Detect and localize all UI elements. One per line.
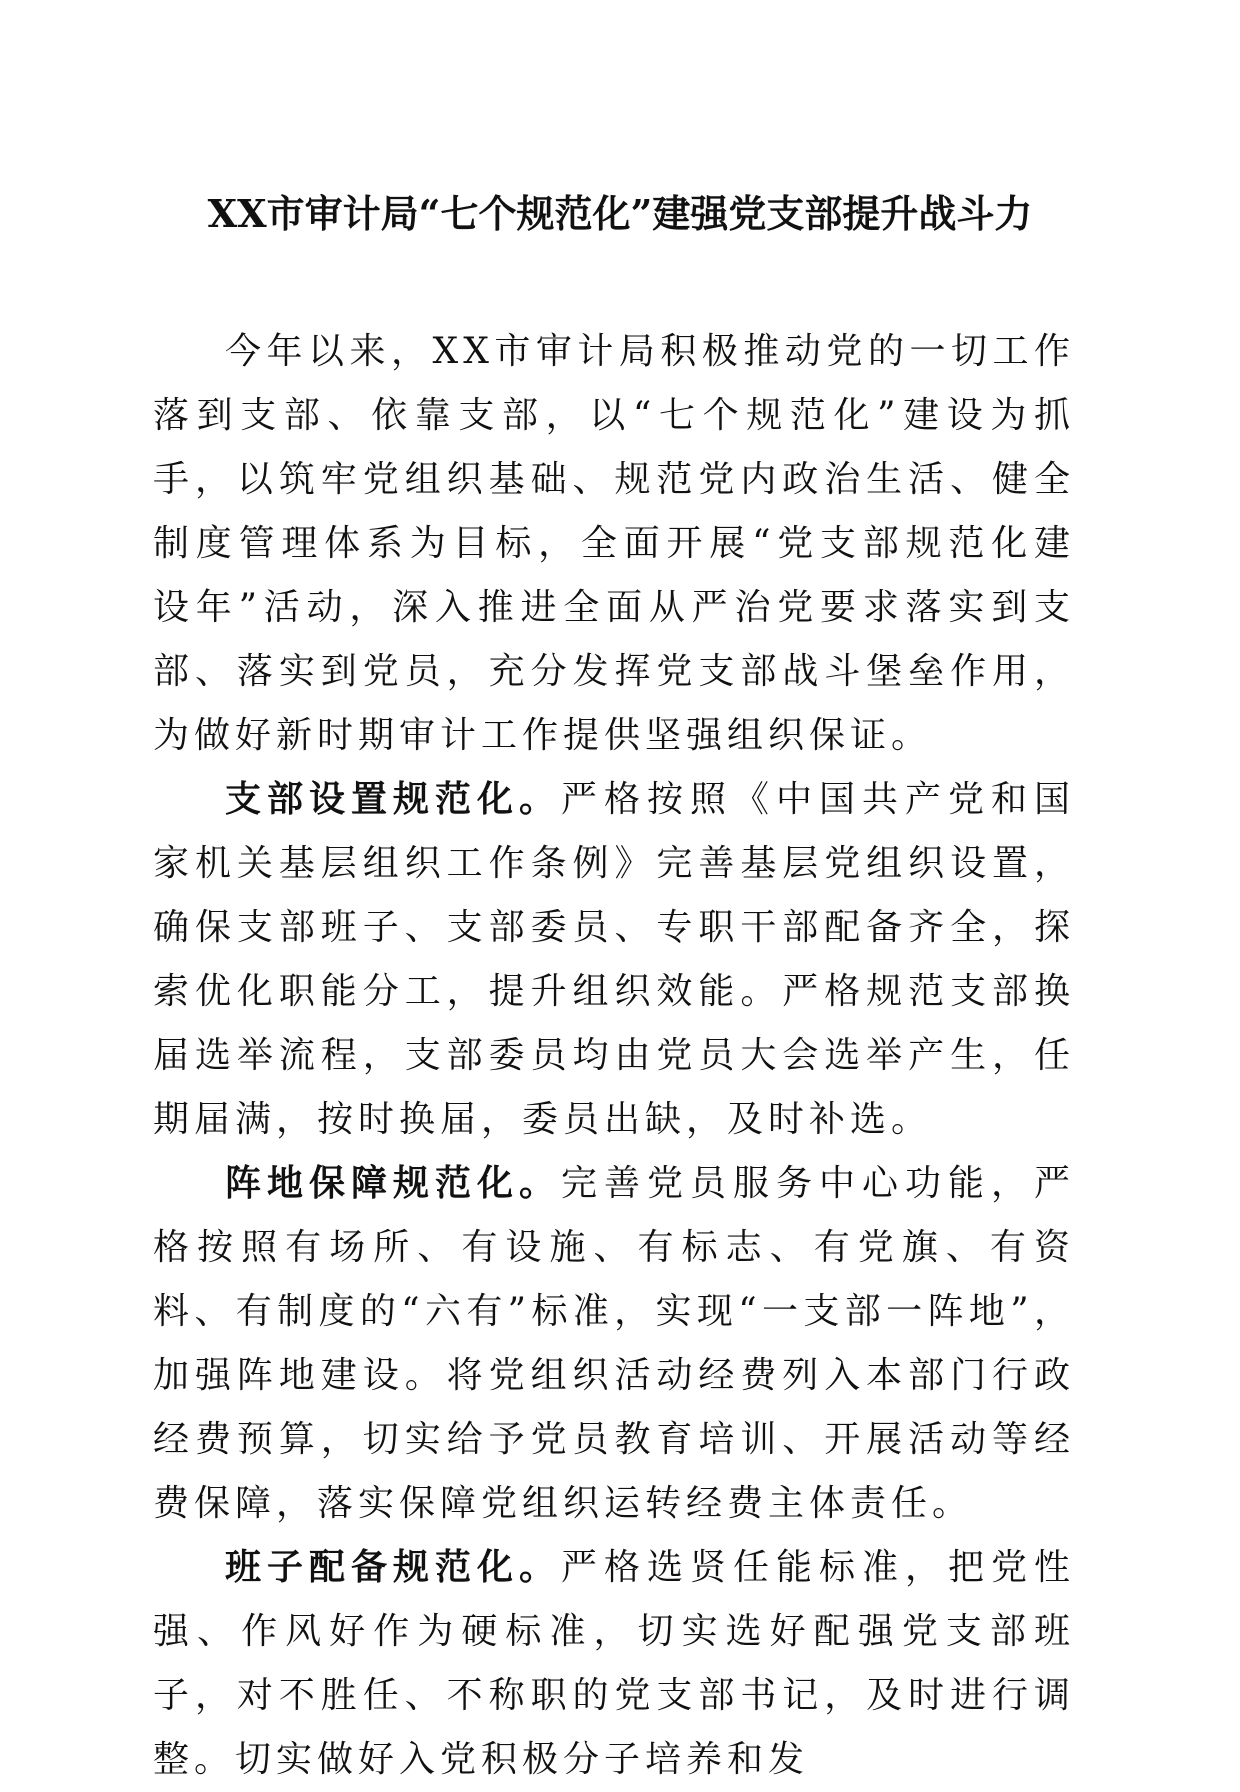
paragraph-intro [153,320,1075,768]
paragraph-text: 严格选贤任能标准，把党性强、作风好作为硬标准，切实选好配强党支部班子，对不胜任、不称职的党支部书记，及时进行调整。切实做好入党积极分子培养和发 [153,1547,1075,1780]
paragraph-text: 严格按照《中国共产党和国家机关基层组织工作条例》完善基层党组织设置，确保支部班子、支部委员、专职干部配备齐全，探索优化职能分工，提升组织效能。严格规范支部换届选举流程，支部委员均由党员大会选举产生，任期届满，按时换届，委员出缺，及时补选。 [153,779,1075,1140]
paragraph-text: 今年以来，XX市审计局积极推动党的一切工作落到支部、依靠支部，以“七个规范化”建设为抓手，以筑牢党组织基础、规范党内政治生活、健全制度管理体系为目标，全面开展“党支部规范化建设年”活动，深入推进全面从严治党要求落实到支部、落实到党员，充分发挥党支部战斗堡垒作用，为做好新时期审计工作提供坚强组织保证。 [153,331,1075,756]
paragraph-lead: 阵地保障规范化。 [225,1163,561,1204]
paragraph-branch-setup [153,768,1075,1152]
paragraph-lead: 班子配备规范化。 [225,1547,561,1588]
paragraph-lead: 支部设置规范化。 [225,779,561,820]
paragraph-text: 完善党员服务中心功能，严格按照有场所、有设施、有标志、有党旗、有资料、有制度的“六有”标准，实现“一支部一阵地”，加强阵地建设。将党组织活动经费列入本部门行政经费预算，切实给予党员教育培训、开展活动等经费保障，落实保障党组织运转经费主体责任。 [153,1163,1075,1524]
paragraph-position-guarantee [153,1152,1075,1536]
document-title: XX市审计局“七个规范化”建强党支部提升战斗力 [207,191,1033,236]
document-body [153,320,1075,1792]
